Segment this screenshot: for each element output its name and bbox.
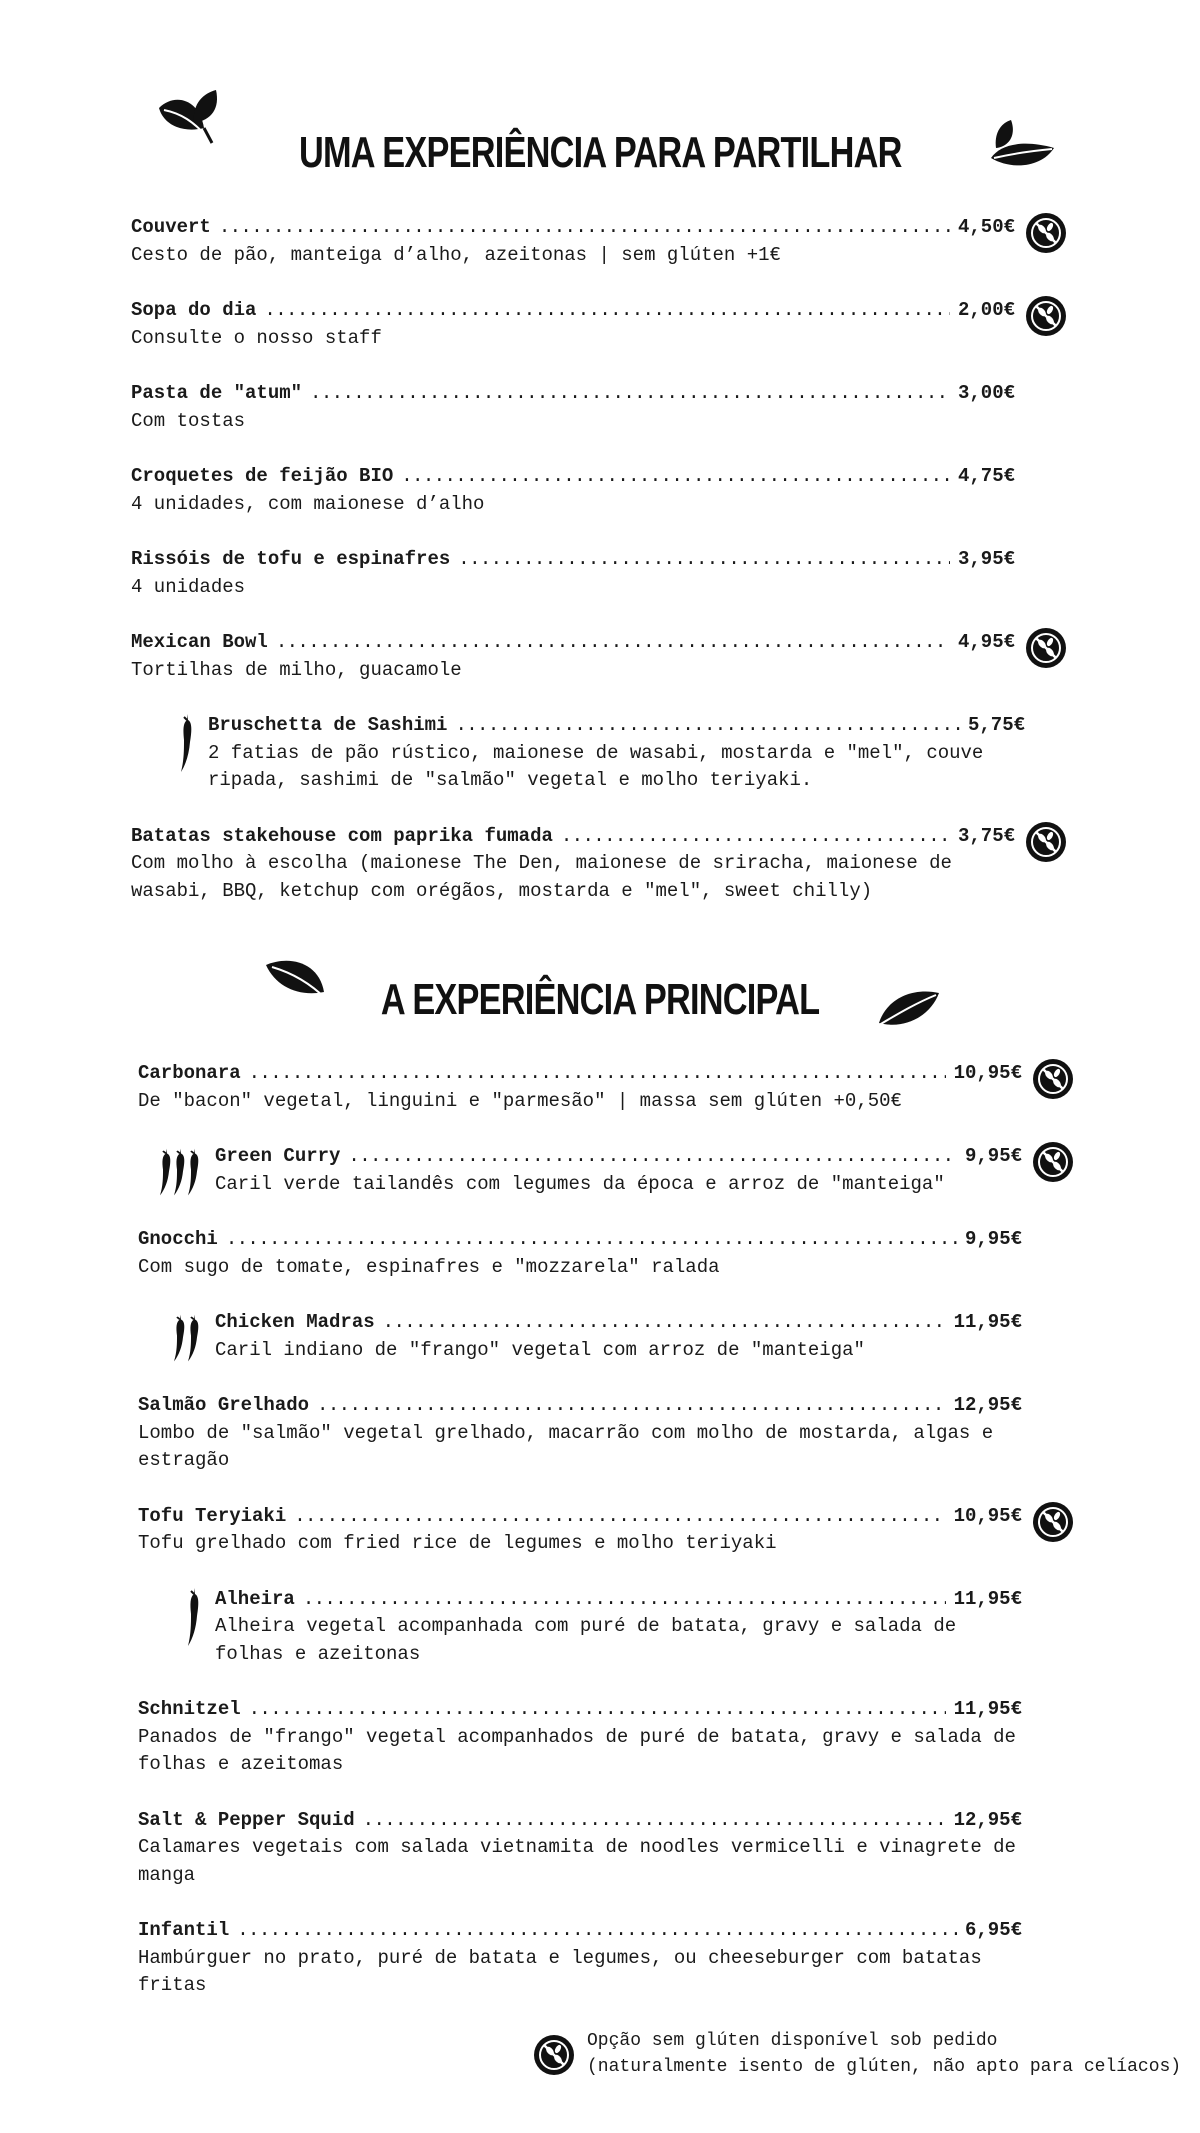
dot-leader xyxy=(317,1392,946,1420)
item-price: 12,95€ xyxy=(953,1808,1022,1831)
leaves-icon xyxy=(986,118,1056,173)
legend-line-2: (naturalmente isento de glúten, não apto para celíacos) xyxy=(587,2057,1182,2077)
item-name: Batatas stakehouse com paprika fumada xyxy=(131,824,553,847)
item-description: De "bacon" vegetal, linguini e "parmesão" | massa sem glúten +0,50€ xyxy=(138,1089,902,1112)
gluten-free-icon xyxy=(1025,212,1067,254)
gluten-free-icon xyxy=(1025,821,1067,863)
menu-item xyxy=(215,1143,1022,1198)
item-price: 4,95€ xyxy=(957,631,1015,653)
menu-item xyxy=(138,1696,1022,1779)
item-description: Tofu grelhado com fried rice de legumes e molho teriyaki xyxy=(138,1532,777,1554)
item-description: Caril indiano de "frango" vegetal com arroz de "manteiga" xyxy=(215,1338,865,1361)
menu-item xyxy=(131,297,1015,352)
dot-leader xyxy=(303,1586,946,1614)
item-price: 9,95€ xyxy=(964,1145,1022,1167)
menu-item xyxy=(138,1503,1022,1558)
item-description: 2 fatias de pão rústico, maionese de wasabi, mostarda e "mel", couve ripada, sashimi de "salmão" vegetal e molho teriyaki. xyxy=(208,741,984,791)
item-price: 2,00€ xyxy=(957,299,1015,321)
item-name: Salt & Pepper Squid xyxy=(138,1808,355,1831)
item-name: Rissóis de tofu e espinafres xyxy=(131,548,451,570)
menu-item xyxy=(138,1807,1022,1890)
item-price: 6,95€ xyxy=(964,1919,1022,1941)
dot-leader xyxy=(310,380,950,408)
item-name: Pasta de "atum" xyxy=(131,382,303,404)
dot-leader xyxy=(264,297,950,325)
item-name: Salmão Grelhado xyxy=(138,1394,310,1416)
item-price: 3,00€ xyxy=(957,382,1015,404)
menu-item xyxy=(138,1392,1022,1475)
gluten-free-icon xyxy=(1032,1141,1074,1183)
chili-icon xyxy=(185,1313,201,1363)
item-name: Green Curry xyxy=(215,1145,341,1167)
dot-leader xyxy=(458,546,950,574)
chili-icon xyxy=(178,712,194,774)
item-price: 11,95€ xyxy=(953,1698,1022,1720)
section-title: A EXPERIÊNCIA PRINCIPAL xyxy=(380,975,820,1024)
menu-section-sharing xyxy=(131,214,1025,933)
legend-line-1: Opção sem glúten disponível sob pedido xyxy=(587,2031,998,2051)
item-description: Panados de "frango" vegetal acompanhados de puré de batata, gravy e salada de folhas e azeitomas xyxy=(138,1725,1016,1775)
menu-item xyxy=(131,823,1015,906)
menu-item xyxy=(131,214,1015,269)
item-price: 5,75€ xyxy=(967,714,1025,736)
item-price: 12,95€ xyxy=(953,1394,1022,1416)
menu-item xyxy=(138,1060,1022,1115)
item-name: Bruschetta de Sashimi xyxy=(208,714,448,736)
item-name: Mexican Bowl xyxy=(131,631,268,653)
item-description: Tortilhas de milho, guacamole xyxy=(131,658,462,681)
item-name: Infantil xyxy=(138,1919,230,1941)
section-title-sharing xyxy=(0,128,1200,178)
item-name: Gnocchi xyxy=(138,1228,218,1250)
item-price: 4,50€ xyxy=(957,216,1015,238)
dot-leader xyxy=(363,1807,946,1835)
item-description: Hambúrguer no prato, puré de batata e legumes, ou cheeseburger com batatas fritas xyxy=(138,1946,982,1996)
section-title-main xyxy=(0,975,1200,1025)
menu-item xyxy=(131,546,1015,601)
leaf-icon xyxy=(876,985,941,1030)
leaves-icon xyxy=(154,88,224,148)
dot-leader xyxy=(455,712,960,740)
dot-leader xyxy=(561,823,950,851)
item-description: Com molho à escolha (maionese The Den, maionese de sriracha, maionese de wasabi, BBQ, ketchup com orégãos, mostarda e "mel", sweet chilly) xyxy=(131,852,952,902)
dot-leader xyxy=(249,1060,946,1088)
item-description: Lombo de "salmão" vegetal grelhado, macarrão com molho de mostarda, algas e estragão xyxy=(138,1421,994,1471)
item-price: 3,95€ xyxy=(957,548,1015,570)
dot-leader xyxy=(348,1143,957,1171)
menu-item xyxy=(215,1586,1022,1669)
dot-leader xyxy=(401,463,950,491)
item-price: 10,95€ xyxy=(953,1504,1022,1527)
item-price: 11,95€ xyxy=(953,1587,1022,1610)
dot-leader xyxy=(276,629,950,657)
item-name: Sopa do dia xyxy=(131,299,257,321)
dot-leader xyxy=(249,1696,946,1724)
leaf-icon xyxy=(264,957,329,1002)
item-price: 4,75€ xyxy=(957,465,1015,487)
menu-item xyxy=(138,1917,1022,2000)
gluten-free-icon xyxy=(1025,295,1067,337)
item-description: Calamares vegetais com salada vietnamita de noodles vermicelli e vinagrete de manga xyxy=(138,1836,1016,1886)
menu-item xyxy=(215,1309,1022,1364)
item-name: Tofu Teryiaki xyxy=(138,1504,287,1527)
item-description: 4 unidades, com maionese d’alho xyxy=(131,492,485,515)
item-name: Croquetes de feijão BIO xyxy=(131,465,394,487)
menu-item xyxy=(131,463,1015,518)
menu-section-main xyxy=(138,1060,1022,2028)
dot-leader xyxy=(219,214,950,242)
dot-leader xyxy=(226,1226,957,1254)
dot-leader xyxy=(383,1309,946,1337)
gluten-free-icon xyxy=(1025,627,1067,669)
dot-leader xyxy=(294,1503,945,1531)
item-description: Cesto de pão, manteiga d’alho, azeitonas | sem glúten +1€ xyxy=(131,243,781,266)
item-name: Chicken Madras xyxy=(215,1311,375,1333)
section-title: UMA EXPERIÊNCIA PARA PARTILHAR xyxy=(298,128,902,177)
item-price: 11,95€ xyxy=(953,1311,1022,1333)
menu-item xyxy=(138,1226,1022,1281)
item-price: 9,95€ xyxy=(964,1228,1022,1250)
item-name: Schnitzel xyxy=(138,1698,241,1720)
dot-leader xyxy=(237,1917,957,1945)
gluten-free-icon xyxy=(1032,1058,1074,1100)
gluten-free-icon xyxy=(533,2034,575,2076)
item-name: Couvert xyxy=(131,216,211,238)
item-description: Com tostas xyxy=(131,409,246,432)
item-price: 3,75€ xyxy=(957,824,1015,847)
menu-item xyxy=(131,629,1015,684)
item-description: 4 unidades xyxy=(131,575,246,598)
menu-item xyxy=(131,380,1015,435)
item-description: Alheira vegetal acompanhada com puré de batata, gravy e salada de folhas e azeitonas xyxy=(215,1615,957,1665)
gluten-free-legend xyxy=(533,2028,1181,2080)
item-description: Consulte o nosso staff xyxy=(131,326,382,349)
menu-item xyxy=(208,712,1025,795)
chili-icon xyxy=(185,1147,201,1197)
item-name: Carbonara xyxy=(138,1062,241,1084)
item-price: 10,95€ xyxy=(953,1062,1022,1084)
item-description: Com sugo de tomate, espinafres e "mozzarela" ralada xyxy=(138,1255,720,1278)
gluten-free-icon xyxy=(1032,1501,1074,1543)
item-description: Caril verde tailandês com legumes da época e arroz de "manteiga" xyxy=(215,1172,945,1195)
item-name: Alheira xyxy=(215,1587,295,1610)
chili-icon xyxy=(185,1586,201,1648)
